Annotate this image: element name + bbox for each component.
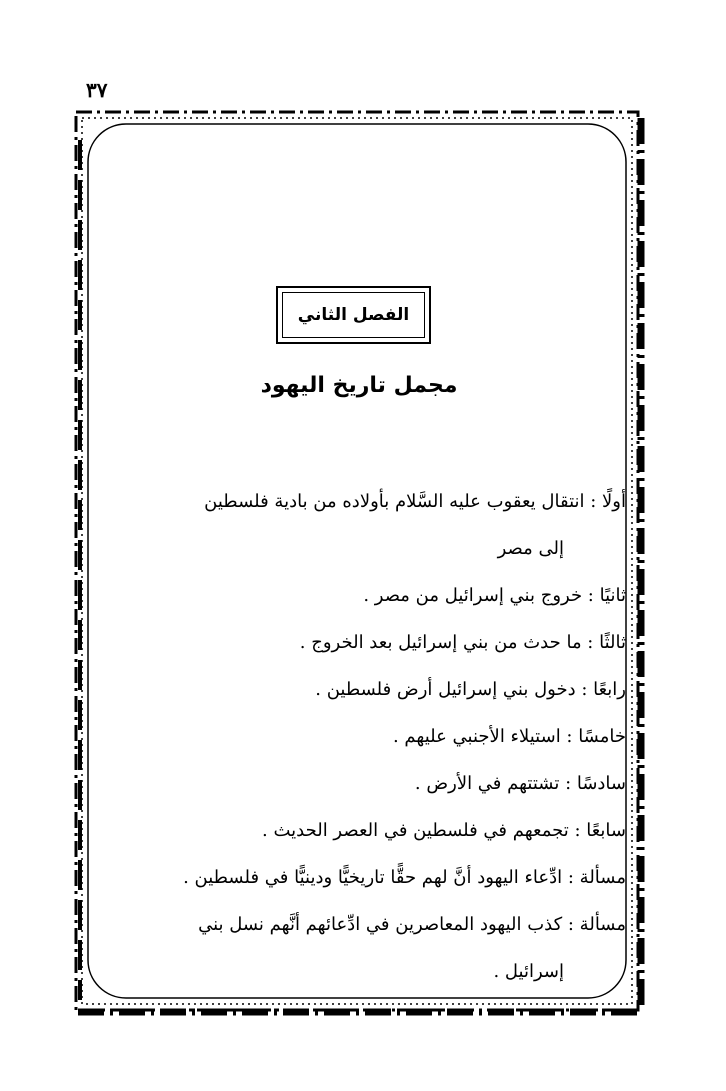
outline-item-2: ثانيًا : خروج بني إسرائيل من مصر . [363, 585, 626, 606]
outline-item-1-continuation: إلى مصر [497, 538, 564, 559]
chapter-outline-list [130, 478, 626, 995]
outline-item-1: أولًا : انتقال يعقوب عليه السَّلام بأولاده من بادية فلسطين [204, 491, 626, 512]
outline-item-7: سابعًا : تجمعهم في فلسطين في العصر الحديث . [262, 820, 626, 841]
chapter-title: مجمل تاريخ اليهود [260, 373, 458, 398]
outline-item-issue-2-continuation: إسرائيل . [493, 961, 564, 982]
outline-item-3: ثالثًا : ما حدث من بني إسرائيل بعد الخروج . [299, 632, 626, 653]
outline-item-issue-2: مسألة : كذب اليهود المعاصرين في ادِّعائهم أنَّهم نسل بني [198, 914, 626, 935]
chapter-label-box [276, 286, 431, 344]
outline-item-issue-1: مسألة : ادِّعاء اليهود أنَّ لهم حقًّا تاريخيًّا ودينيًّا في فلسطين . [183, 867, 626, 888]
chapter-label: الفصل الثاني [297, 305, 410, 325]
outline-item-6: سادسًا : تشتتهم في الأرض . [414, 773, 626, 794]
page-number: ٣٧ [86, 78, 108, 102]
outline-item-4: رابعًا : دخول بني إسرائيل أرض فلسطين . [315, 679, 626, 700]
outline-item-5: خامسًا : استيلاء الأجنبي عليهم . [392, 726, 626, 747]
